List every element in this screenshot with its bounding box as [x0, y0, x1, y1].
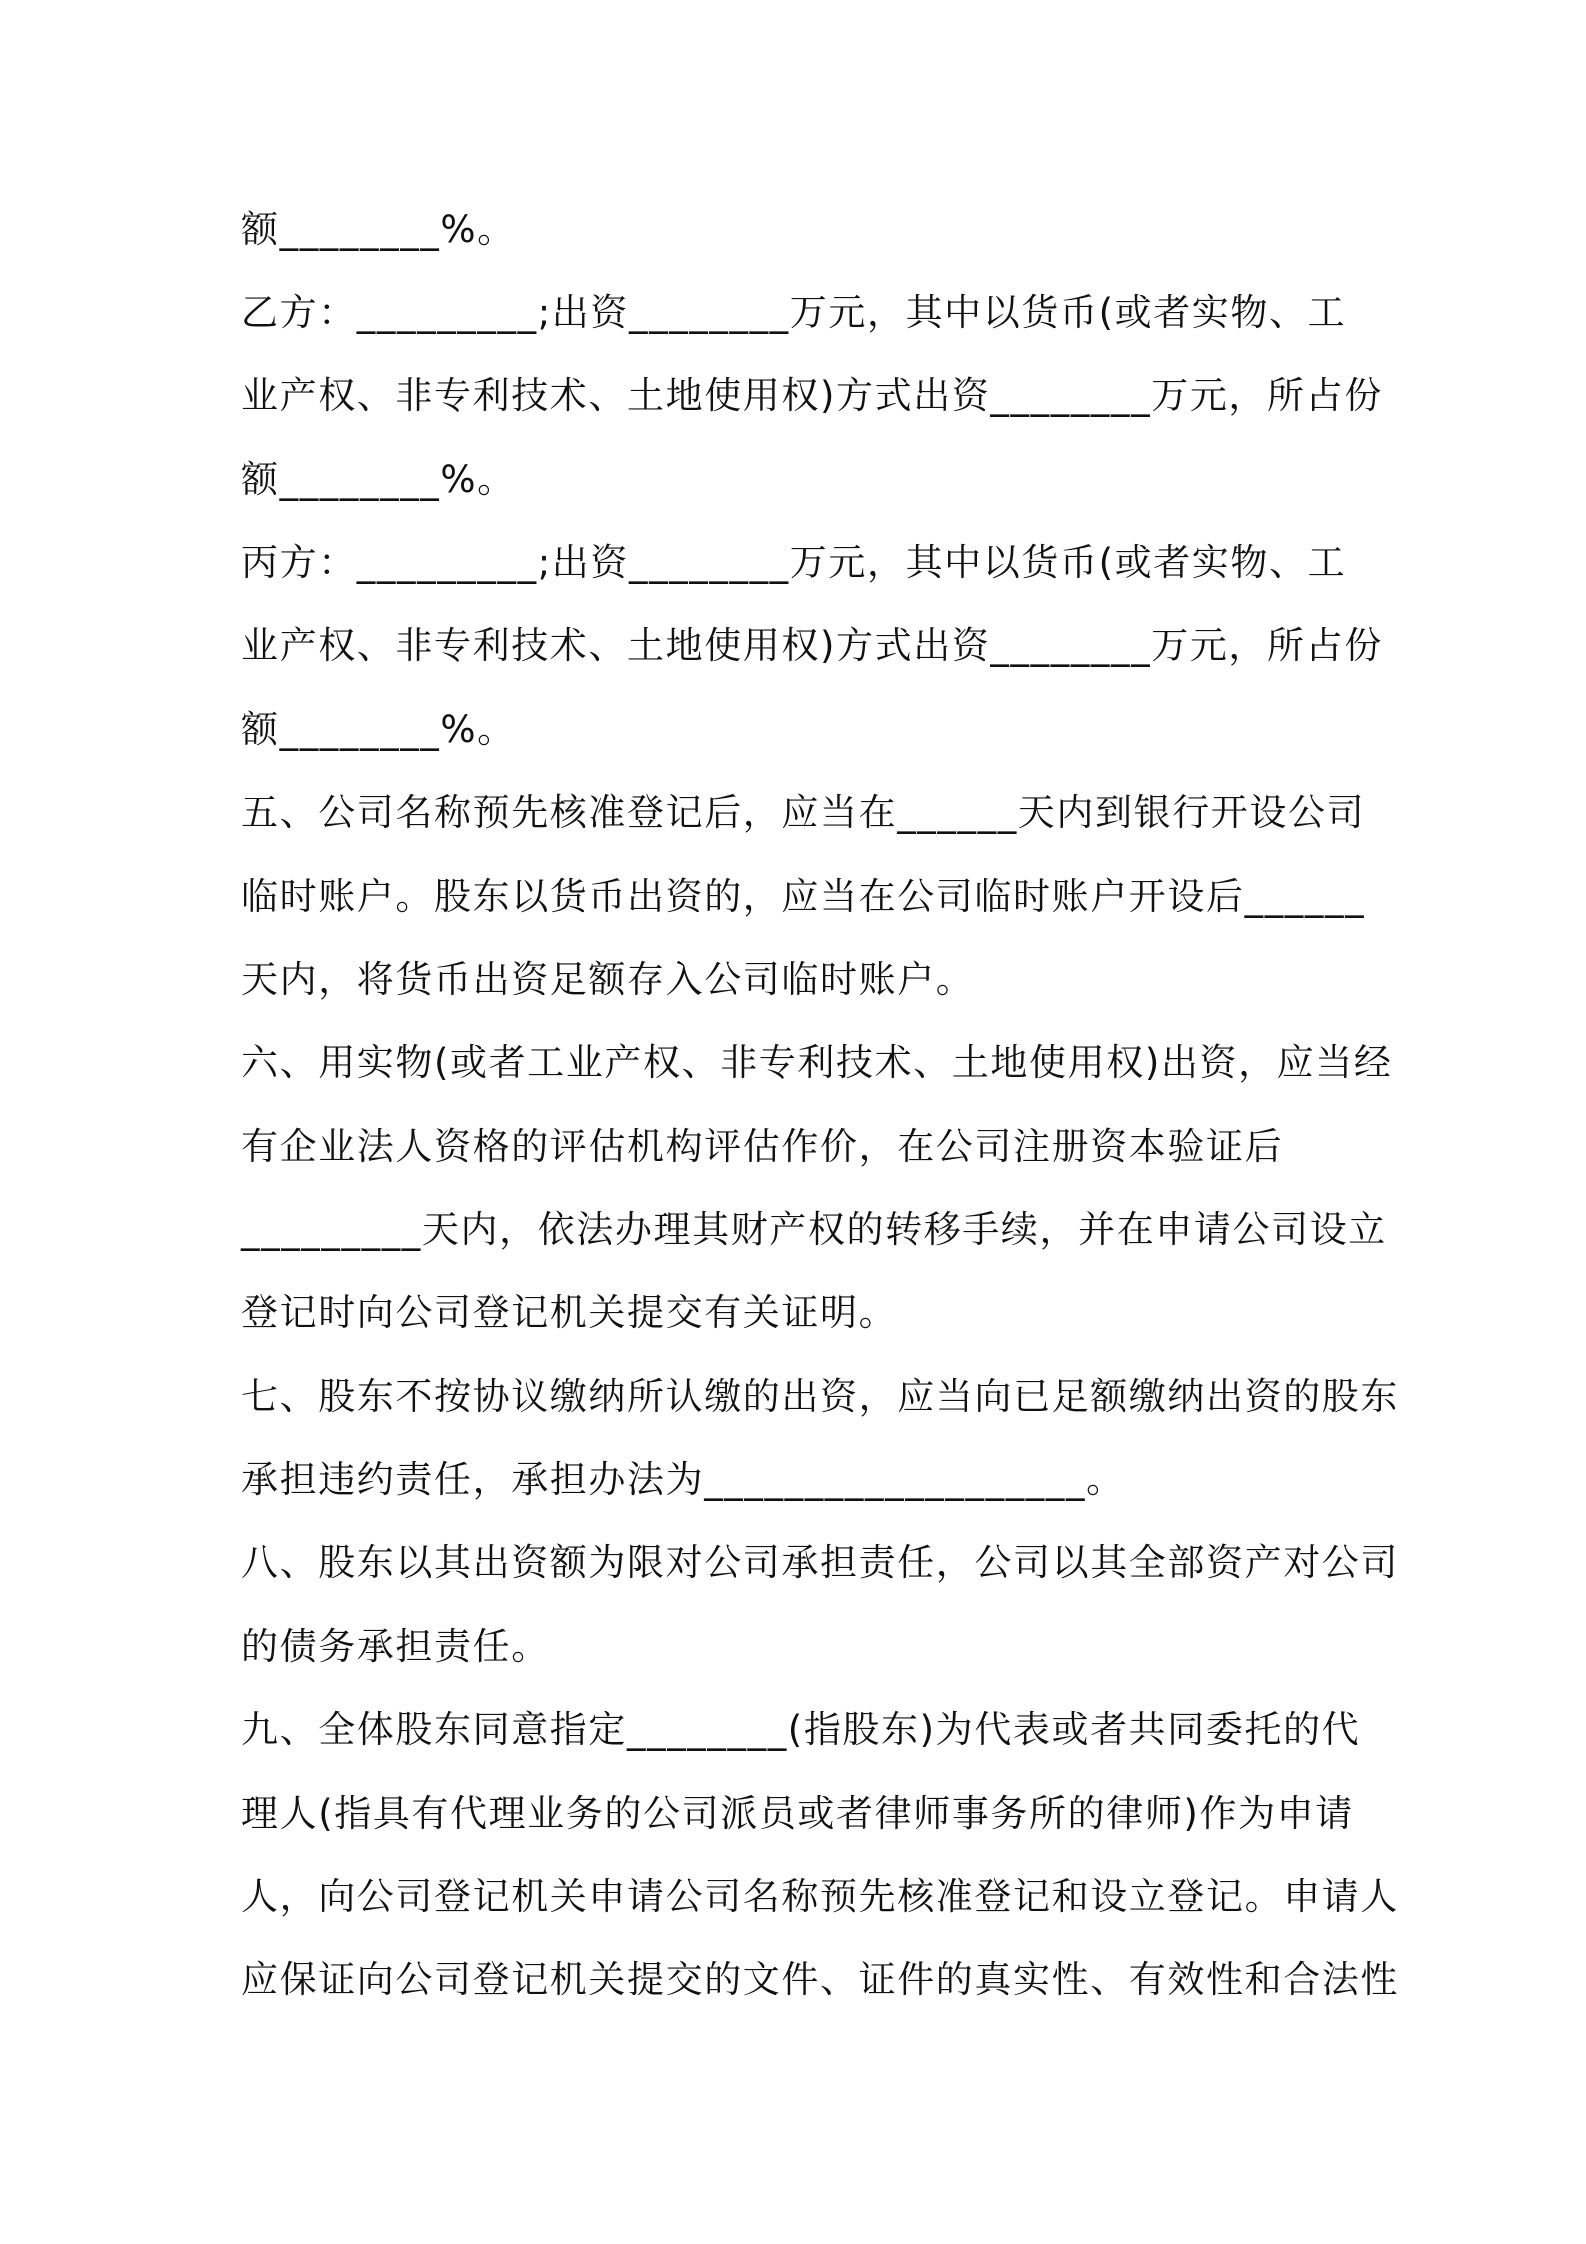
- text-line: 五、公司名称预先核准登记后，应当在______天内到银行开设公司: [241, 791, 1366, 834]
- text-line: 乙方：_________;出资________万元，其中以货币(或者实物、工: [241, 291, 1347, 334]
- text-line: 七、股东不按协议缴纳所认缴的出资，应当向已足额缴纳出资的股东: [241, 1375, 1399, 1418]
- text-line: 天内，将货币出资足额存入公司临时账户。: [241, 958, 975, 1001]
- text-line: 丙方：_________;出资________万元，其中以货币(或者实物、工: [241, 541, 1347, 584]
- text-line: 应保证向公司登记机关提交的文件、证件的真实性、有效性和合法性: [241, 1958, 1399, 2001]
- text-line: 登记时向公司登记机关提交有关证明。: [241, 1291, 898, 1334]
- text-line: 临时账户。股东以货币出资的，应当在公司临时账户开设后______: [241, 875, 1366, 918]
- text-line: 额________%。: [241, 208, 516, 251]
- text-line: 人，向公司登记机关申请公司名称预先核准登记和设立登记。申请人: [241, 1875, 1399, 1918]
- text-line: 九、全体股东同意指定________(指股东)为代表或者共同委托的代: [241, 1708, 1361, 1751]
- text-line: 的债务承担责任。: [241, 1625, 550, 1668]
- text-line: _________天内，依法办理其财产权的转移手续，并在申请公司设立: [241, 1208, 1387, 1251]
- text-line: 承担违约责任，承担办法为___________________。: [241, 1458, 1125, 1501]
- text-line: 额________%。: [241, 458, 516, 501]
- text-line: 六、用实物(或者工业产权、非专利技术、土地使用权)出资，应当经: [241, 1041, 1393, 1084]
- text-line: 八、股东以其出资额为限对公司承担责任，公司以其全部资产对公司: [241, 1541, 1399, 1584]
- text-line: 理人(指具有代理业务的公司派员或者律师事务所的律师)作为申请: [241, 1792, 1354, 1835]
- text-line: 业产权、非专利技术、土地使用权)方式出资________万元，所占份: [241, 374, 1383, 417]
- text-line: 额________%。: [241, 708, 516, 751]
- text-line: 业产权、非专利技术、土地使用权)方式出资________万元，所占份: [241, 624, 1383, 667]
- text-line: 有企业法人资格的评估机构评估作价，在公司注册资本验证后: [241, 1125, 1284, 1168]
